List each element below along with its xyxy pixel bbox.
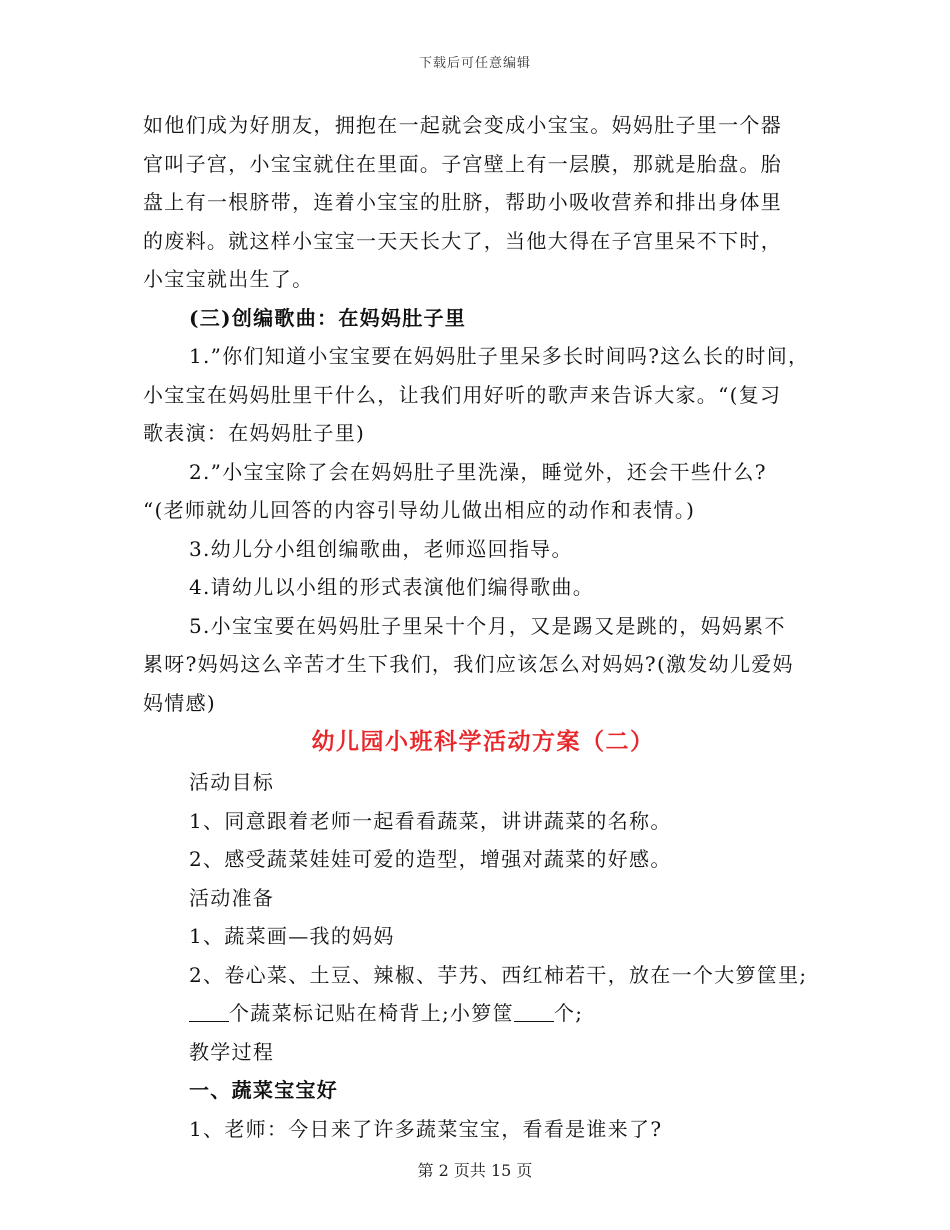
- paragraph-line: 歌表演：在妈妈肚子里): [143, 421, 366, 445]
- paragraph-line: 的废料。就这样小宝宝一天天长大了，当他大得在子宫里呆不下时，: [143, 228, 782, 253]
- list-item-continuation: [143, 994, 823, 1033]
- section-title: 幼儿园小班科学活动方案（二）: [311, 728, 655, 755]
- paragraph-line: 累呀?妈妈这么辛苦才生下我们，我们应该怎么对妈妈?(激发幼儿爱妈: [143, 652, 794, 676]
- paragraph-line: 盘上有一根脐带，连着小宝宝的肚脐，帮助小吸收营养和排出身体里: [143, 190, 782, 214]
- document-body: [143, 106, 823, 1148]
- prep-heading: 活动准备: [189, 885, 275, 910]
- goal-heading: 活动目标: [189, 770, 275, 794]
- fill-in-blank: [514, 1001, 554, 1022]
- paragraph-line: 妈情感): [143, 690, 217, 715]
- paragraph-line: 官叫子宫，小宝宝就住在里面。子宫壁上有一层膜，那就是胎盘。胎: [143, 151, 782, 176]
- fill-in-blank: [189, 1001, 229, 1022]
- list-item: 5.小宝宝要在妈妈肚子里呆十个月，又是踢又是跳的，妈妈累不: [189, 613, 786, 638]
- paragraph-line: 小宝宝在妈妈肚里干什么，让我们用好听的歌声来告诉大家。“(复习: [143, 382, 782, 407]
- subsection-heading: (三)创编歌曲：在妈妈肚子里: [189, 305, 467, 330]
- list-item: 1.”你们知道小宝宝要在妈妈肚子里呆多长时间吗?这么长的时间，: [189, 344, 810, 368]
- page-footer: 第 2 页共 15 页: [417, 1161, 533, 1180]
- list-item: 4.请幼儿以小组的形式表演他们编得歌曲。: [189, 575, 595, 599]
- blank-text: 个蔬菜标记贴在椅背上;小箩筐: [229, 1001, 514, 1025]
- process-heading: 教学过程: [189, 1039, 275, 1064]
- paragraph-line: “(老师就幼儿回答的内容引导幼儿做出相应的动作和表情。): [143, 498, 696, 522]
- list-item: 1、同意跟着老师一起看看蔬菜，讲讲蔬菜的名称。: [189, 808, 672, 833]
- blank-text: 个;: [553, 1001, 584, 1025]
- list-item: 1、老师：今日来了许多蔬菜宝宝，看看是谁来了?: [189, 1116, 663, 1141]
- list-item: 3.幼儿分小组创编歌曲，老师巡回指导。: [189, 536, 573, 561]
- list-item: 1、蔬菜画—我的妈妈: [189, 924, 395, 948]
- part-heading: 一、蔬菜宝宝好: [189, 1078, 339, 1102]
- paragraph-line: 如他们成为好朋友，拥抱在一起就会变成小宝宝。妈妈肚子里一个器: [143, 113, 782, 137]
- page-header: 下载后可任意编辑: [418, 56, 531, 71]
- list-item: 2.”小宝宝除了会在妈妈肚子里洗澡，睡觉外，还会干些什么?: [189, 459, 767, 484]
- list-item: 2、感受蔬菜娃娃可爱的造型，增强对蔬菜的好感。: [189, 847, 672, 871]
- paragraph-line: 小宝宝就出生了。: [143, 267, 314, 291]
- list-item: 2、卷心菜、土豆、辣椒、芋艿、西红柿若干，放在一个大箩筐里;: [189, 962, 808, 987]
